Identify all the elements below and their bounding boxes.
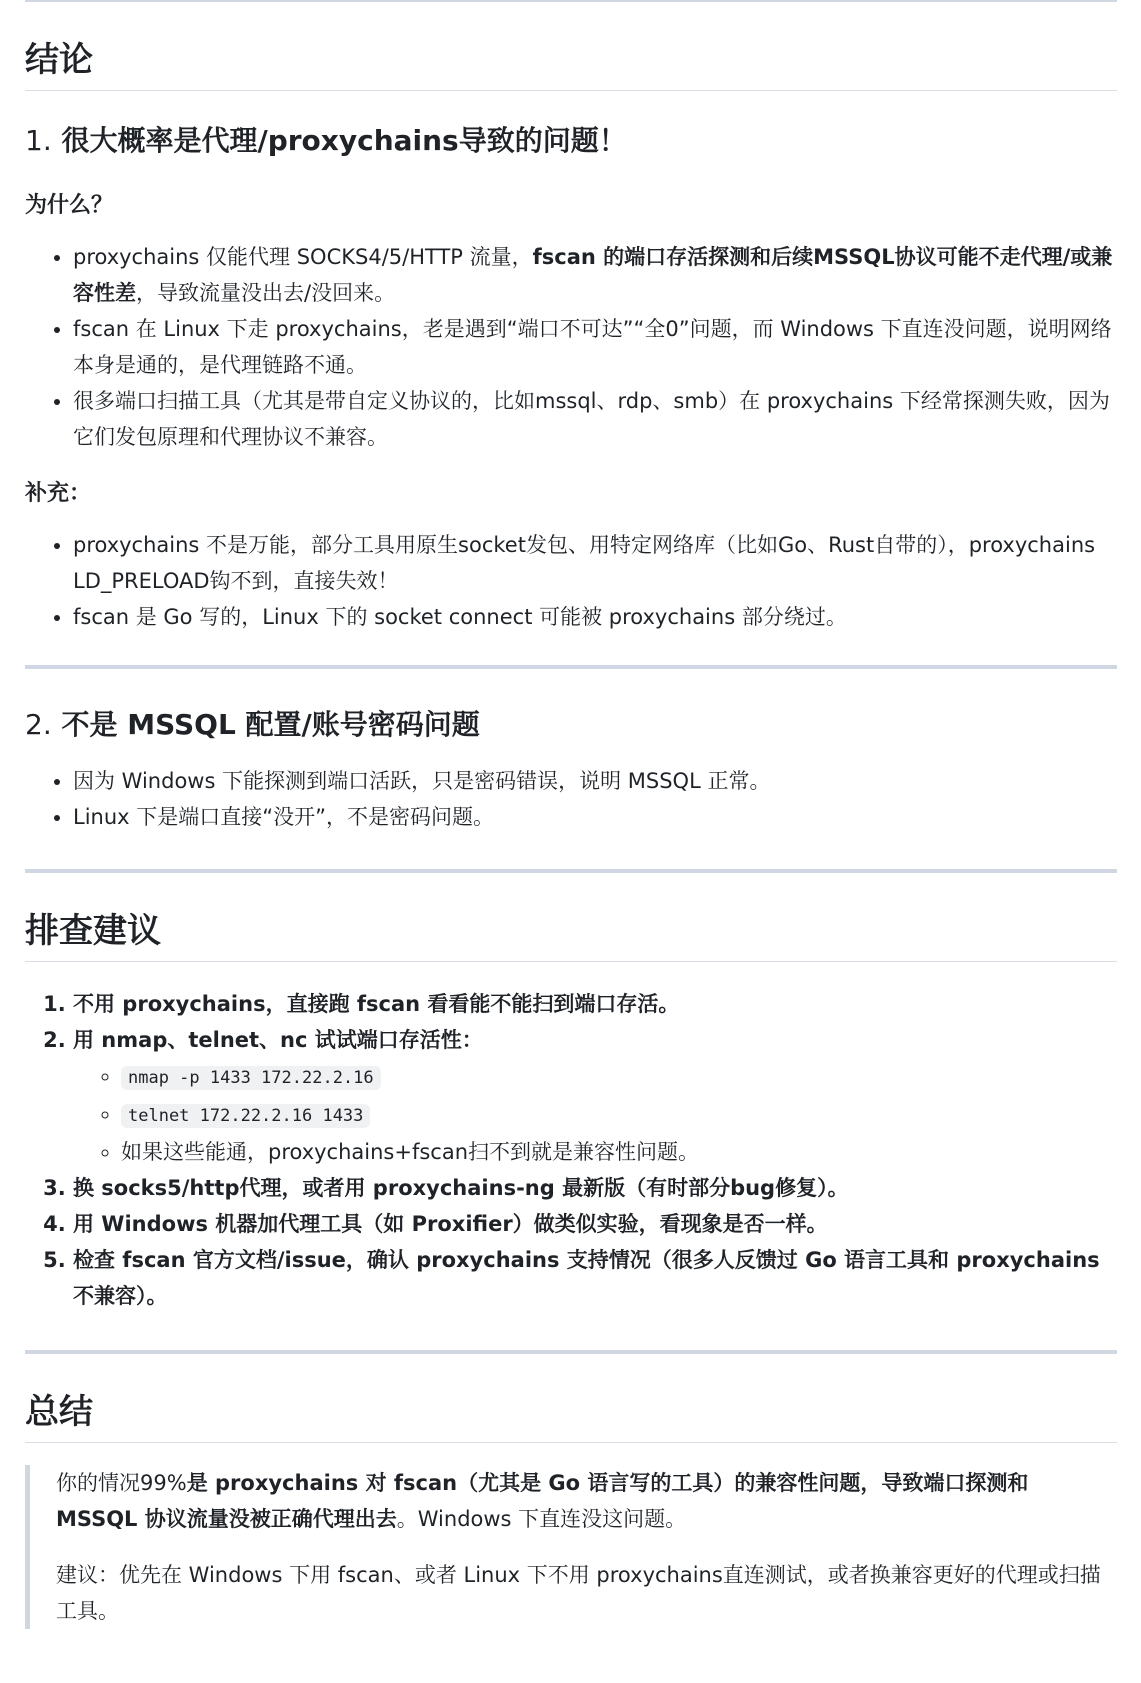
summary-paragraph: [56, 1465, 1117, 1537]
list-item: 5. 检查 fscan 官方文档/issue，确认 proxychains 支持情况（很多人反馈过 Go 语言工具和 proxychains 不兼容）。: [73, 1242, 1117, 1314]
summary-text: 。Windows 下直连没这问题。: [396, 1507, 687, 1531]
advice-heading: 排查建议: [25, 909, 1117, 962]
list-item: • fscan 在 Linux 下走 proxychains，老是遇到“端口不可达”“全0”问题，而 Windows 下直连没问题，说明网络本身是通的，是代理链路不通。: [73, 311, 1117, 383]
bullet-bold-text: fscan 的端口存活探测和后续MSSQL协议可能不走代理/或兼容性差: [73, 245, 1113, 305]
point2-list: [25, 763, 1117, 835]
list-item: ◦ 如果这些能通，proxychains+fscan扫不到就是兼容性问题。: [121, 1134, 1117, 1170]
point1-number: 1.: [25, 124, 52, 157]
point2-number: 2.: [25, 708, 52, 741]
list-item: • 因为 Windows 下能探测到端口活跃，只是密码错误，说明 MSSQL 正常。: [73, 763, 1117, 799]
conclusion-heading: 结论: [25, 38, 1117, 91]
list-item: • fscan 是 Go 写的，Linux 下的 socket connect 可能被 proxychains 部分绕过。: [73, 599, 1117, 635]
top-divider: [25, 0, 1117, 2]
summary-advice-paragraph: 建议：优先在 Windows 下用 fscan、或者 Linux 下不用 proxychains直连测试，或者换兼容更好的代理或扫描工具。: [56, 1563, 1101, 1623]
point2-title: [25, 705, 1117, 745]
why-list: [25, 239, 1117, 455]
list-item-text: 用 nmap、telnet、nc 试试端口存活性：: [73, 1028, 483, 1052]
code-telnet: telnet 172.22.2.16 1433: [121, 1104, 370, 1128]
document: [25, 0, 1117, 1629]
bullet-text: ，导致流量没出去/没回来。: [136, 281, 396, 305]
why-label: 为什么？: [25, 193, 114, 218]
advice-list: [25, 986, 1117, 1314]
point1-title: [25, 121, 1117, 161]
list-item: • Linux 下是端口直接“没开”，不是密码问题。: [73, 799, 1117, 835]
code-nmap: nmap -p 1433 172.22.2.16: [121, 1066, 381, 1090]
summary-quote: [25, 1465, 1117, 1629]
summary-heading: 总结: [25, 1390, 1117, 1443]
bullet-text: proxychains 仅能代理 SOCKS4/5/HTTP 流量，: [73, 245, 533, 269]
section-divider: [25, 1350, 1117, 1354]
section-divider: [25, 869, 1117, 873]
summary-bold-text: 是 proxychains 对 fscan（尤其是 Go 语言写的工具）的兼容性问题，导致端口探测和 MSSQL 协议流量没被正确代理出去: [56, 1471, 1029, 1531]
summary-text: 你的情况99%: [56, 1471, 187, 1495]
list-item: [73, 239, 1117, 311]
section-divider: [25, 665, 1117, 669]
list-item: 3. 换 socks5/http代理，或者用 proxychains-ng 最新版（有时部分bug修复）。: [73, 1170, 1117, 1206]
list-item: 4. 用 Windows 机器加代理工具（如 Proxifier）做类似实验，看现象是否一样。: [73, 1206, 1117, 1242]
point2-title-text: 不是 MSSQL 配置/账号密码问题: [61, 708, 480, 741]
supplement-list: [25, 527, 1117, 635]
list-item: • 很多端口扫描工具（尤其是带自定义协议的，比如mssql、rdp、smb）在 proxychains 下经常探测失败，因为它们发包原理和代理协议不兼容。: [73, 383, 1117, 455]
point1-title-text: 很大概率是代理/proxychains导致的问题！: [61, 124, 627, 157]
supplement-label: 补充：: [25, 481, 92, 506]
list-item: [121, 1058, 1117, 1096]
list-item: [121, 1096, 1117, 1134]
command-sublist: [73, 1058, 1117, 1170]
list-item: [73, 1022, 1117, 1170]
list-item: • proxychains 不是万能，部分工具用原生socket发包、用特定网络库（比如Go、Rust自带的），proxychains LD_PRELOAD钩不到，直接失效！: [73, 527, 1117, 599]
list-item: 1. 不用 proxychains，直接跑 fscan 看看能不能扫到端口存活。: [73, 986, 1117, 1022]
